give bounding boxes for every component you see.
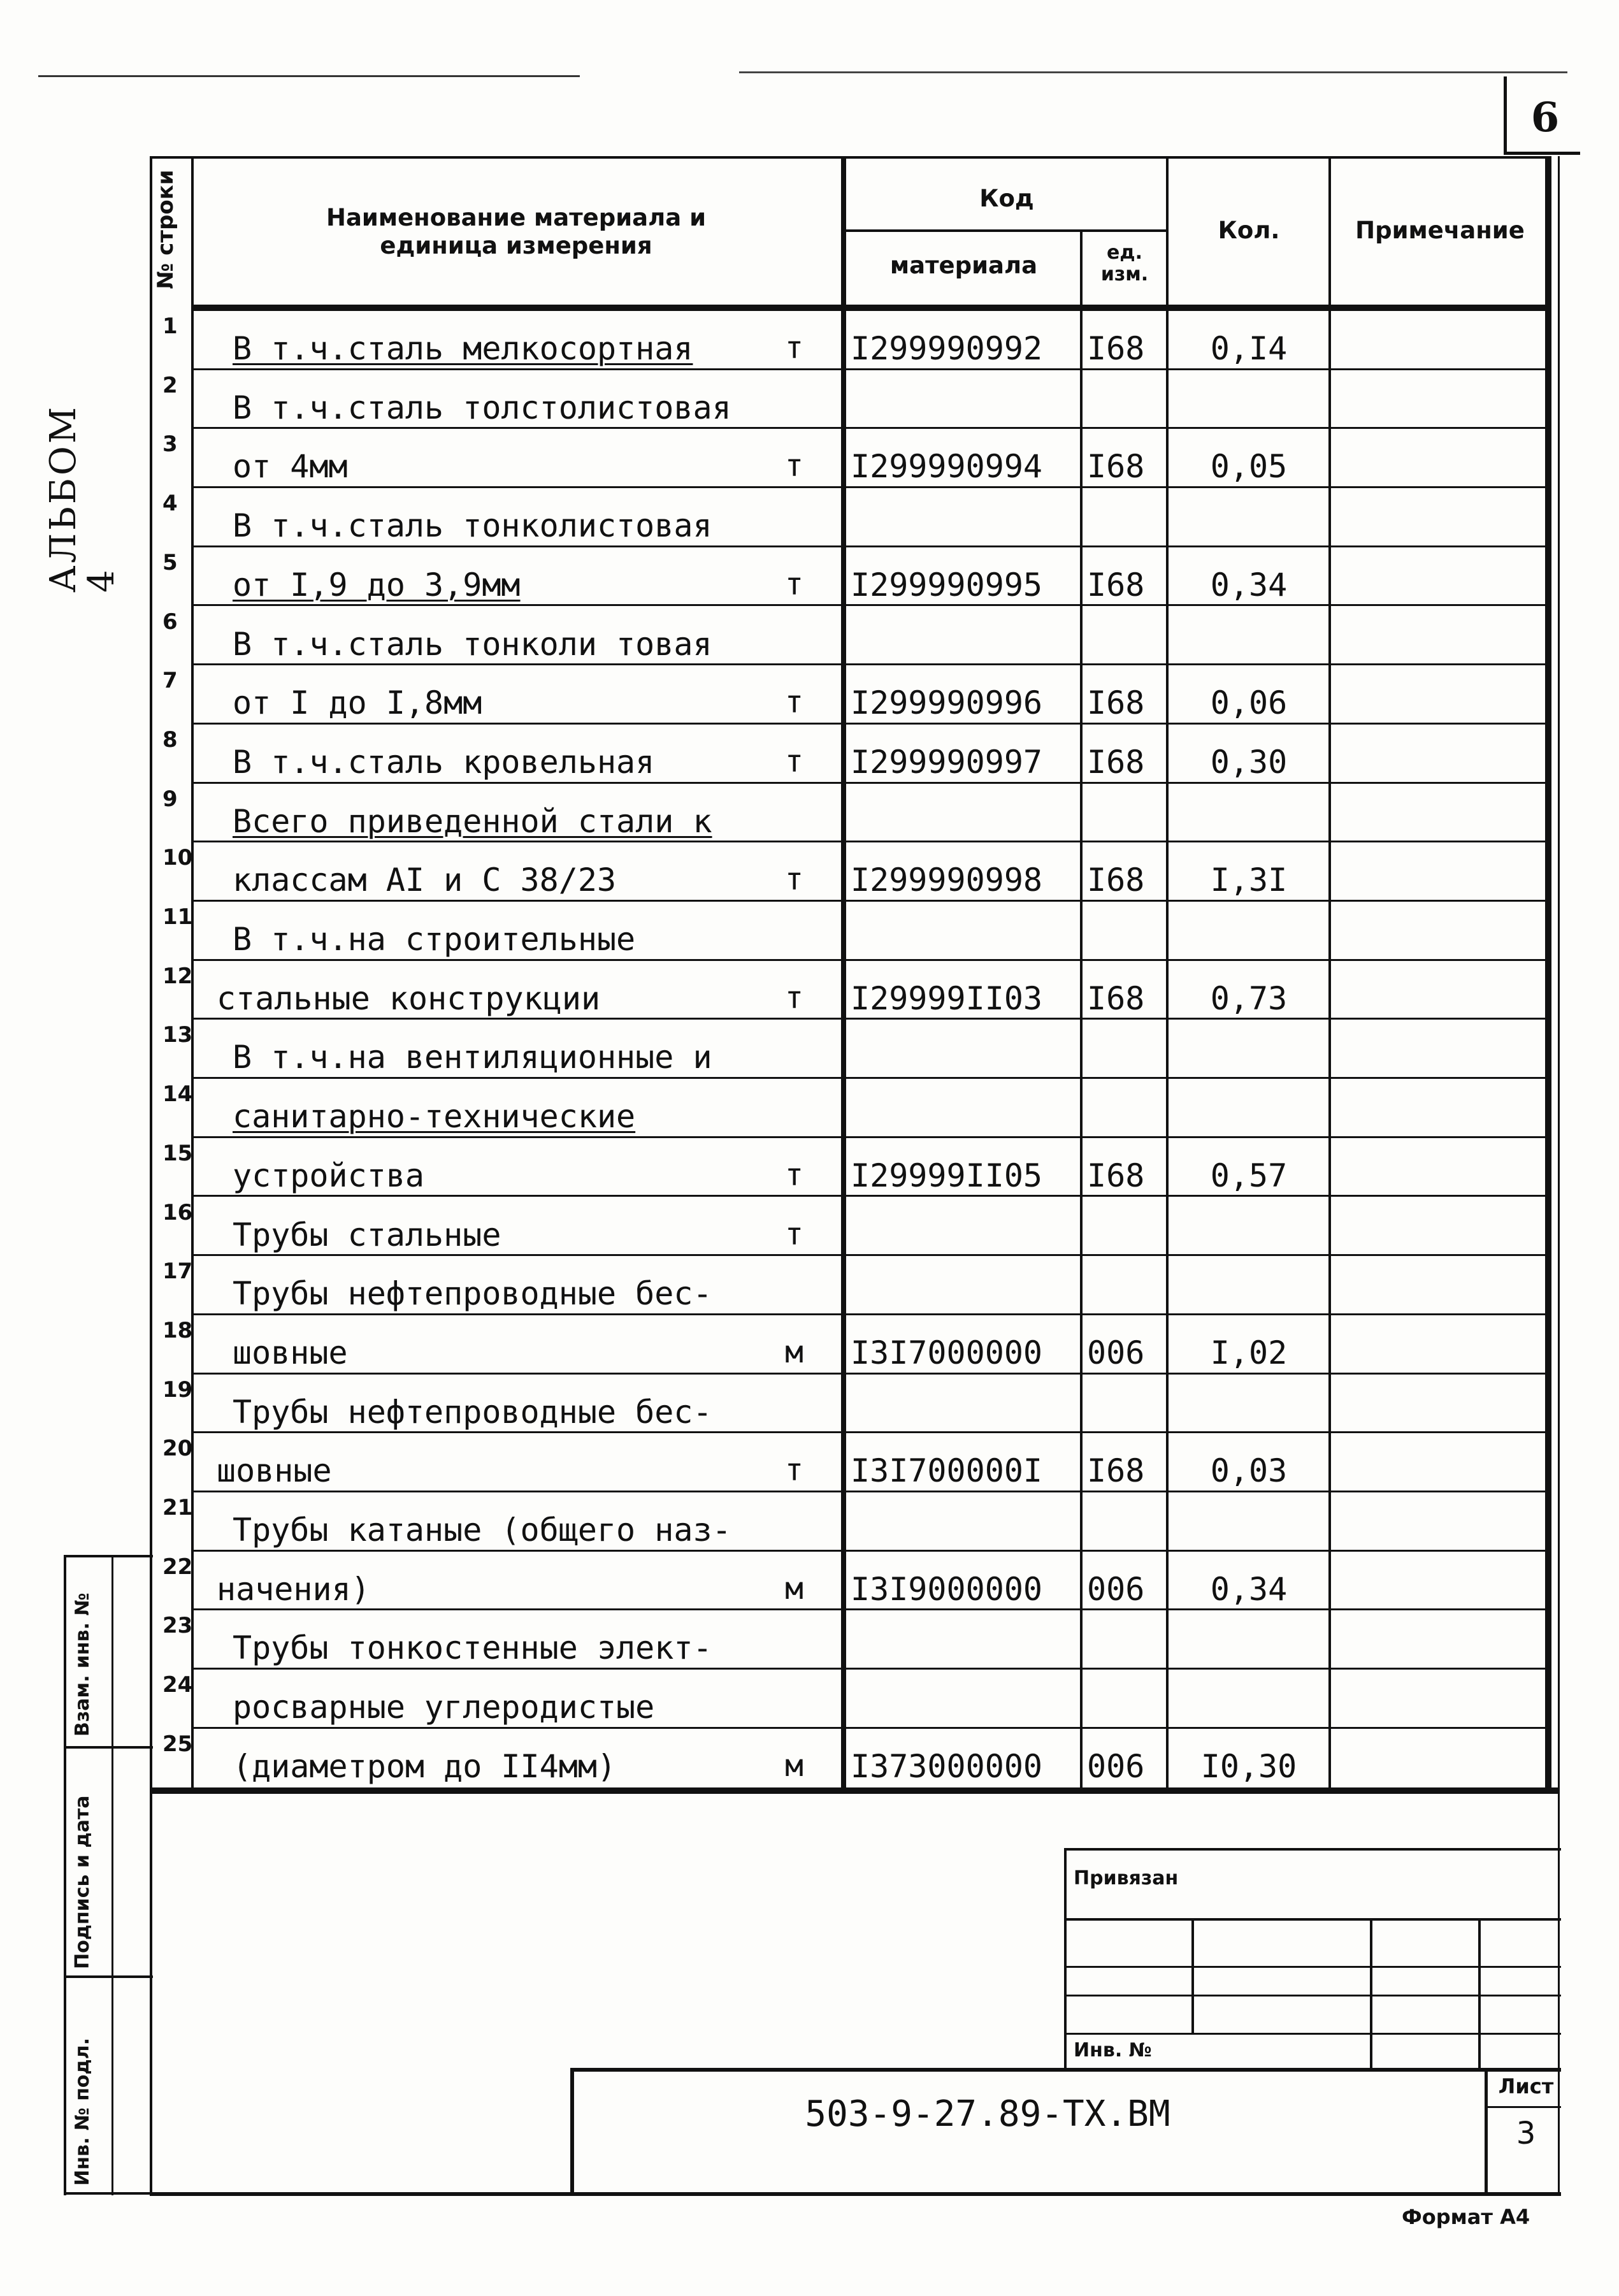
material-name: Трубы нефтепроводные бес-	[233, 1393, 712, 1431]
header-unit-line2: изм.	[1100, 263, 1149, 285]
measure-code: I68	[1087, 330, 1145, 367]
stamp-left-border	[1064, 1848, 1067, 2071]
material-code: I299990992	[851, 330, 1043, 367]
side-stamp-inner	[112, 1555, 113, 2195]
table-row	[0, 1433, 1619, 1492]
stamp-line-4	[1064, 2033, 1561, 2035]
measure-code: I68	[1087, 979, 1145, 1017]
material-name: санитарно-технические	[233, 1098, 636, 1136]
quantity: I,3I	[1210, 862, 1288, 899]
table-row	[0, 1197, 1619, 1257]
sheet-box-mid	[1485, 2106, 1561, 2108]
side-replace-inv: Взам. инв. №	[71, 1592, 94, 1736]
material-code: I299990996	[851, 684, 1043, 722]
doc-box-bottom	[150, 2192, 1561, 2196]
material-code: I299990998	[851, 862, 1043, 899]
row-number: 2	[162, 372, 178, 398]
row-number: 20	[162, 1436, 193, 1462]
material-name: Всего приведенной стали к	[233, 802, 712, 840]
side-inv-orig: Инв. № подл.	[71, 2037, 94, 2186]
table-row	[0, 1256, 1619, 1315]
stamp-bound-label: Привязан	[1074, 1867, 1179, 1889]
material-name: В т.ч.на строительные	[233, 921, 636, 958]
material-name: от I до I,8мм	[233, 684, 482, 722]
stamp-line-2	[1064, 1966, 1561, 1968]
material-code: I29999II03	[851, 979, 1043, 1017]
side-stamp-top	[64, 1555, 153, 1557]
row-unit: т	[785, 743, 803, 779]
material-name: стальные конструкции	[217, 979, 601, 1017]
table-row	[0, 1552, 1619, 1611]
material-code: I373000000	[851, 1747, 1043, 1785]
top-rule-right	[739, 71, 1567, 73]
quantity: 0,34	[1210, 1570, 1288, 1608]
row-unit: т	[785, 684, 803, 721]
measure-code: I68	[1087, 1452, 1145, 1490]
material-name: от I,9 до 3,9мм	[233, 566, 521, 603]
stamp-top-border	[1064, 1848, 1561, 1851]
table-row	[0, 665, 1619, 725]
table-row	[0, 902, 1619, 961]
code-subheader-border	[841, 229, 1166, 232]
quantity: 0,30	[1210, 743, 1288, 781]
row-number: 11	[162, 904, 193, 930]
format-label: Формат А4	[1402, 2205, 1530, 2229]
measure-code: 006	[1087, 1747, 1145, 1785]
row-unit: м	[785, 1570, 803, 1606]
row-unit: м	[785, 1334, 803, 1370]
quantity: I0,30	[1200, 1747, 1297, 1785]
row-number: 14	[162, 1081, 193, 1108]
header-name-line2: единица измерения	[380, 232, 652, 259]
measure-code: I68	[1087, 743, 1145, 781]
header-note: Примечание	[1355, 217, 1525, 244]
page-corner-number: 6	[1530, 94, 1560, 141]
table-row	[0, 725, 1619, 784]
row-number: 17	[162, 1259, 193, 1285]
row-number: 22	[162, 1554, 193, 1580]
row-number: 13	[162, 1022, 193, 1048]
row-unit: т	[785, 330, 803, 366]
table-row	[0, 1610, 1619, 1670]
material-name: Трубы тонкостенные элект-	[233, 1629, 712, 1667]
material-name: классам AI и C 38/23	[233, 862, 617, 899]
header-qty: Кол.	[1218, 217, 1280, 244]
row-number: 23	[162, 1613, 193, 1639]
material-code: I299990994	[851, 448, 1043, 486]
row-number: 24	[162, 1672, 193, 1698]
sheet-box-left	[1485, 2068, 1488, 2195]
quantity: 0,03	[1210, 1452, 1288, 1490]
side-stamp-bottom	[64, 2192, 153, 2195]
row-unit: т	[785, 1157, 803, 1193]
quantity: 0,34	[1210, 566, 1288, 603]
material-name: (диаметром до II4мм)	[233, 1747, 617, 1785]
stamp-line-1	[1064, 1918, 1561, 1921]
material-name: начения)	[217, 1570, 370, 1608]
material-code: I299990997	[851, 743, 1043, 781]
row-number: 19	[162, 1376, 193, 1403]
material-name: В т.ч.сталь тонколистовая	[233, 507, 712, 545]
row-number: 4	[162, 491, 178, 517]
quantity: I,02	[1210, 1334, 1288, 1371]
table-row	[0, 1670, 1619, 1729]
table-row	[0, 1079, 1619, 1138]
stamp-col-3	[1478, 1918, 1481, 2071]
material-name: В т.ч.на вентиляционные и	[233, 1039, 712, 1076]
table-row	[0, 1138, 1619, 1197]
material-name: В т.ч.сталь толстолистовая	[233, 389, 731, 426]
table-row	[0, 547, 1619, 607]
row-unit: т	[785, 862, 803, 898]
row-unit: т	[785, 1216, 803, 1252]
row-number: 3	[162, 431, 178, 458]
row-number: 21	[162, 1495, 193, 1520]
stamp-line-3	[1064, 1995, 1561, 1996]
measure-code: I68	[1087, 1157, 1145, 1194]
row-unit: т	[785, 448, 803, 484]
table-row	[0, 784, 1619, 843]
table-row	[0, 961, 1619, 1020]
table-row	[0, 429, 1619, 488]
header-rownum: № строки	[153, 170, 178, 289]
row-number: 5	[162, 549, 178, 575]
side-stamp-outer	[64, 1555, 66, 2195]
top-rule-left	[38, 75, 580, 77]
quantity: 0,05	[1210, 448, 1288, 486]
row-number: 18	[162, 1317, 193, 1343]
header-bottom-border	[191, 305, 1551, 311]
measure-code: I68	[1087, 684, 1145, 722]
quantity: 0,06	[1210, 684, 1288, 722]
material-code: I3I7000000	[851, 1334, 1043, 1371]
header-code: Код	[979, 185, 1034, 212]
sheet-number: 3	[1516, 2116, 1536, 2151]
material-name: Трубы стальные	[233, 1216, 501, 1253]
row-unit: т	[785, 1452, 803, 1489]
table-row	[0, 1375, 1619, 1434]
table-row	[0, 311, 1619, 370]
doc-box-top	[570, 2068, 1561, 2072]
material-name: В т.ч.сталь мелкосортная	[233, 330, 693, 367]
material-code: I299990995	[851, 566, 1043, 603]
row-number: 8	[162, 726, 178, 753]
sheet-label: Лист	[1498, 2074, 1554, 2098]
row-number: 10	[162, 845, 193, 871]
table-row	[0, 1315, 1619, 1375]
row-number: 16	[162, 1199, 193, 1225]
table-row	[0, 842, 1619, 902]
table-row	[0, 488, 1619, 547]
measure-code: 006	[1087, 1334, 1145, 1371]
material-name: росварные углеродистые	[233, 1689, 655, 1726]
row-unit: т	[785, 566, 803, 602]
material-name: шовные	[217, 1452, 332, 1490]
table-bottom-border	[150, 1787, 1558, 1794]
material-name: шовные	[233, 1334, 348, 1371]
table-row	[0, 370, 1619, 430]
table-row	[0, 1020, 1619, 1079]
row-number: 7	[162, 668, 178, 694]
material-name: устройства	[233, 1157, 425, 1194]
row-number: 15	[162, 1140, 193, 1166]
album-label: АЛЬБОМ 4	[43, 404, 122, 593]
header-top-border	[150, 156, 1551, 159]
row-unit: м	[785, 1747, 803, 1784]
material-code: I29999II05	[851, 1157, 1043, 1194]
material-name: Трубы катаные (общего наз-	[233, 1512, 731, 1549]
row-number: 1	[162, 314, 178, 339]
stamp-col-1	[1191, 1918, 1194, 2033]
measure-code: 006	[1087, 1570, 1145, 1608]
row-number: 6	[162, 609, 178, 635]
table-row	[0, 1492, 1619, 1552]
doc-box-left	[570, 2068, 574, 2195]
quantity: 0,I4	[1210, 330, 1288, 367]
measure-code: I68	[1087, 862, 1145, 899]
quantity: 0,73	[1210, 979, 1288, 1017]
table-row	[0, 1729, 1619, 1788]
material-code: I3I700000I	[851, 1452, 1043, 1490]
sheet-corner-border-bottom	[1504, 152, 1580, 155]
row-number: 9	[162, 786, 178, 812]
header-material: материала	[889, 252, 1038, 279]
material-name: В т.ч.сталь кровельная	[233, 743, 655, 781]
row-number: 12	[162, 963, 193, 989]
stamp-col-2	[1370, 1918, 1372, 2071]
table-row	[0, 607, 1619, 666]
material-code: I3I9000000	[851, 1570, 1043, 1608]
material-name: Трубы нефтепроводные бес-	[233, 1275, 712, 1313]
header-unit-line1: ед.	[1107, 242, 1142, 264]
material-name: от 4мм	[233, 448, 348, 486]
document-number: 503-9-27.89-ТХ.ВМ	[805, 2093, 1170, 2135]
side-stamp-div-1	[64, 1746, 153, 1749]
row-unit: т	[785, 979, 803, 1016]
material-name: В т.ч.сталь тонколи товая	[233, 625, 712, 663]
side-stamp-div-2	[64, 1975, 153, 1978]
side-sign-date: Подпись и дата	[71, 1795, 94, 1969]
measure-code: I68	[1087, 448, 1145, 486]
row-number: 25	[162, 1731, 193, 1757]
stamp-inv-label: Инв. №	[1074, 2039, 1152, 2061]
quantity: 0,57	[1210, 1157, 1288, 1194]
header-name-line1: Наименование материала и	[326, 204, 707, 231]
sheet-corner-border	[1504, 76, 1507, 153]
measure-code: I68	[1087, 566, 1145, 603]
